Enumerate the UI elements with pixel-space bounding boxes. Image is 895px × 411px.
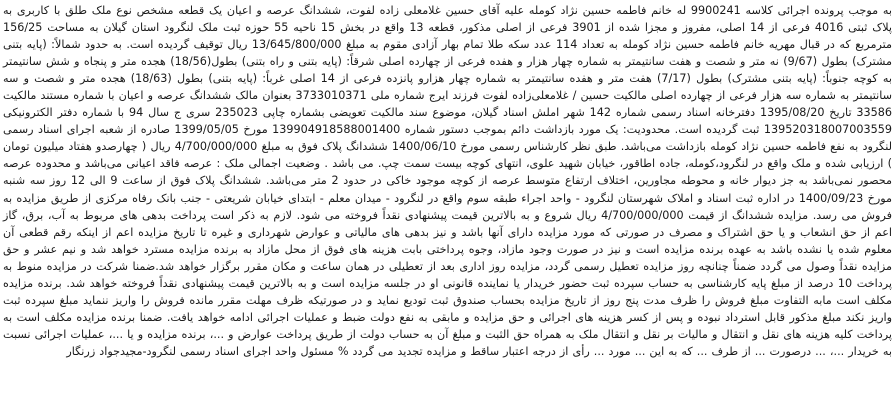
auction-notice-body: به موجب پرونده اجرائی کلاسه 9900241 له خانم فاطمه حسین نژاد کومله علیه آقای حسین غلامعلی زاده لفوت، ششدانگ عرصه و اعیان یک قطعه مشخص نوع ملک طلق با کاربری به پلاک ثبتی 4016 فرعی از 14 اصلی، مفروز و مجزا شده از 3901 فرعی از اصلی مذکور، قطعه 13 واقع در بخش 15 ناحیه 55 حوزه ثبت ملک لنگرود استان گیلان به مساحت 156/25 مترمربع که در قبال مهریه خانم فاطمه حسین نژاد کومله به تعداد 114 عدد سکه طلا تمام بهار آزادی مقوم به مبلغ 13/645/800/000 ریال توقیف گردیده است. به حدود شمالاً: (پایه بتنی مشترک) بطول (9/67) نه متر و شصت و هفت سانتیمتر به شماره چهار هزار و هفده فرعی از چهارده اصلی شرقاً: (پایه بتنی و راه بتنی) بطول(18/56) هجده متر و پنجاه و شش سانتیمتر به کوچه جنوباً: (پایه بتنی مشترک) بطول (7/17) هفت متر و هفده سانتیمتر به شماره چهار هزارو پانزده فرعی از 14 اصلی غرباً: (پایه بتنی) بطول (18/63) هجده متر و شصت و سه سانتیمتر به شماره سه هزار فرعی از چهارده اصلی مالکیت حسین / غلامعلی‌زاده لفوت فرزند ایرج شماره ملی 3733010371 بعنوان مالک ششدانگ عرصه و اعیان با شماره مستند مالکیت 33586 تاریخ 1395/08/20 دفترخانه اسناد رسمی شماره 142 شهر املش اسناد گیلان، موضوع سند مالکیت تعویضی بشماره چاپی 235023 سری ج سال 94 با شماره دفتر الکترونیکی 139520318007003559 ثبت گردیده است. محدودیت: یک مورد بازداشت دائم بموجب دستور شماره 139904918588001400 مورخ 1399/05/05 صادره از شعبه اجرای اسناد رسمی لنگرود به نفع فاطمه حسین نژاد کومله بازداشت می‌باشد. طبق نظر کارشناس رسمی مورخ 1400/06/10 ششدانگ پلاک فوق به مبلغ 4/700/000/000 ریال ( چهارصدو هفتاد میلیون تومان ) ارزیابی شده و ملک واقع در لنگرود،کومله، جاده اطاقور، خیابان شهید علوی، انتهای کوچه بیست سمت چپ. می باشد . وضعیت اجمالی ملک : عرصه فاقد اعیانی می‌باشد و محدوده عرصه محصور نمی‌باشد به جز دیوار خانه و محوطه مجاورین، اختلاف ارتفاع متوسط عرصه از کوچه موجود خاکی در حدود 2 متر می‌باشد. ششدانگ پلاک فوق از ساعت 9 الی 12 روز سه شنبه مورخ 1400/09/23 در اداره ثبت اسناد و املاک شهرستان لنگرود - واحد اجراء طبقه سوم واقع در لنگرود - میدان معلم - ابتدای خیابان شریعتی - جنب بانک رفاه مرکزی از طریق مزایده به فروش می رسد. مزایده ششدانگ از قیمت 4/700/000/000 ریال شروع و به بالاترین قیمت پیشنهادی نقداً فروخته می شود. لازم به ذکر است پرداخت بدهی های مربوط به آب، برق، گاز اعم از حق انشعاب و یا حق اشتراک و مصرف در صورتی که مورد مزایده دارای آنها باشد و نیز بدهی های مالیاتی و عوارض شهرداری و غیره تا تاریخ مزایده اعم از اینکه رقم قطعی آن معلوم شده یا نشده باشد به عهده برنده مزایده است و نیز در صورت وجود مازاد، وجوه پرداختی بابت هزینه های فوق از محل مازاد به برنده مزایده مسترد خواهد شد و نیم عشر و حق مزایده نقداً وصول می گردد ضمناً چنانچه روز مزایده تعطیل رسمی گردد، مزایده روز اداری بعد از تعطیلی در همان ساعت و مکان مقرر برگزار خواهد شد.ضمنا شرکت در مزایده منوط به پرداخت 10 درصد از مبلغ پایه کارشناسی به حساب سپرده ثبت حضور خریدار یا نماینده قانونی او در جلسه مزایده است و به بالاترین قیمت پیشنهادی نقداً فروخته خواهد شد. برنده مزایده مکلف است مابه التفاوت مبلغ فروش را ظرف مدت پنج روز از تاریخ مزایده بحساب صندوق ثبت تودیع نماید و در صورتیکه ظرف مهلت مقرر مانده فروش را واریز ننماید مبلغ سپرده ثبت واریز نکند مبلغ مذکور قابل استرداد نبوده و پس از کسر هزینه های اجرائی و حق مزایده و مابقی به نفع دولت ضبط و عملیات اجرائی ادامه خواهد یافت. ضمنا برنده مزایده مکلف است به پرداخت کلیه هزینه های نقل و انتقال و مالیات بر نقل و انتقال ملک به همراه حق الثبت و مبلغ آن به حساب دولت از طریق پرداخت عوارض و ...، برنده مزایده و یا ...، عملیات اجرائی نسبت به خریدار ...، ... درصورت ... از طرف ... که به این ... مورد ... رأی از درجه اعتبار ساقط و مزایده تجدید می گردد % مسئول واحد اجرای اسناد رسمی لنگرود-مجیدجواد زرنگار	[3, 4, 893, 358]
